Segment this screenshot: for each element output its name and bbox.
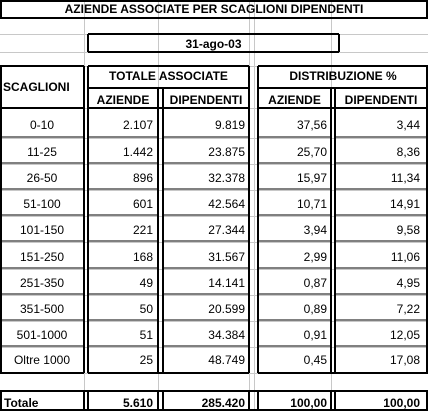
cell-aziende: 896 [132,171,153,185]
cell-dipendenti: 23.875 [208,145,245,159]
total-dipendenti-pct: 100,00 [383,396,420,410]
cell-aziende: 1.442 [122,145,153,159]
cell-aziende: 168 [132,250,153,264]
cell-range: 0-10 [29,118,55,132]
cell-range: 351-500 [19,302,65,316]
cell-aziende-pct: 37,56 [296,118,327,132]
cell-dipendenti: 31.567 [208,250,245,264]
cell-dipendenti-pct: 14,91 [389,197,420,211]
cell-aziende: 51 [139,328,153,342]
header-dipendenti: DIPENDENTI [169,93,243,107]
cell-dipendenti-pct: 7,22 [396,302,420,316]
cell-dipendenti-pct: 9,58 [396,223,420,237]
cell-aziende-pct: 15,97 [296,171,327,185]
cell-range: 501-1000 [16,328,68,342]
cell-aziende-pct: 0,91 [303,328,327,342]
cell-aziende-pct: 3,94 [303,223,327,237]
header-totale-associate: TOTALE ASSOCIATE [109,69,228,83]
header-aziende-pct: AZIENDE [268,93,321,107]
cell-aziende-pct: 0,45 [303,353,327,367]
cell-dipendenti: 20.599 [208,302,245,316]
report-date: 31-ago-03 [185,37,242,51]
cell-dipendenti: 34.384 [208,328,245,342]
header-scaglioni: SCAGLIONI [3,80,70,94]
cell-range: Oltre 1000 [13,353,71,367]
cell-dipendenti-pct: 11,06 [390,250,420,264]
cell-dipendenti-pct: 8,36 [396,145,420,159]
cell-range: 101-150 [19,223,65,237]
cell-dipendenti-pct: 4,95 [396,276,420,290]
header-dipendenti-pct: DIPENDENTI [344,93,418,107]
table-title: AZIENDE ASSOCIATE PER SCAGLIONI DIPENDENTI [64,2,364,16]
cell-aziende: 2.107 [122,118,153,132]
header-aziende: AZIENDE [96,93,150,107]
cell-dipendenti-pct: 11,34 [390,171,420,185]
cell-dipendenti-pct: 12,05 [389,328,420,342]
cell-aziende-pct: 2,99 [303,250,327,264]
cell-dipendenti: 42.564 [208,197,245,211]
cell-dipendenti-pct: 3,44 [396,118,420,132]
cell-range: 26-50 [26,171,58,185]
cell-dipendenti-pct: 17,08 [389,353,420,367]
total-aziende: 5.610 [122,396,153,410]
cell-range: 251-350 [19,276,65,290]
total-aziende-pct: 100,00 [290,396,327,410]
cell-aziende: 50 [139,302,153,316]
cell-dipendenti: 48.749 [208,353,245,367]
cell-aziende-pct: 25,70 [296,145,327,159]
cell-aziende: 49 [139,276,153,290]
cell-range: 151-250 [19,250,65,264]
cell-dipendenti: 14.141 [208,276,245,290]
header-distribuzione: DISTRIBUZIONE % [289,69,397,83]
cell-dipendenti: 27.344 [208,223,245,237]
cell-range: 51-100 [23,197,61,211]
cell-dipendenti: 9.819 [214,118,245,132]
cell-aziende: 25 [139,353,153,367]
cell-aziende: 601 [132,197,153,211]
cell-aziende-pct: 10,71 [296,197,327,211]
cell-dipendenti: 32.378 [208,171,245,185]
cell-aziende-pct: 0,87 [303,276,327,290]
cell-range: 11-25 [27,145,57,159]
total-dipendenti: 285.420 [201,396,245,410]
cell-aziende-pct: 0,89 [303,302,327,316]
total-label: Totale [4,396,39,410]
cell-aziende: 221 [132,223,153,237]
